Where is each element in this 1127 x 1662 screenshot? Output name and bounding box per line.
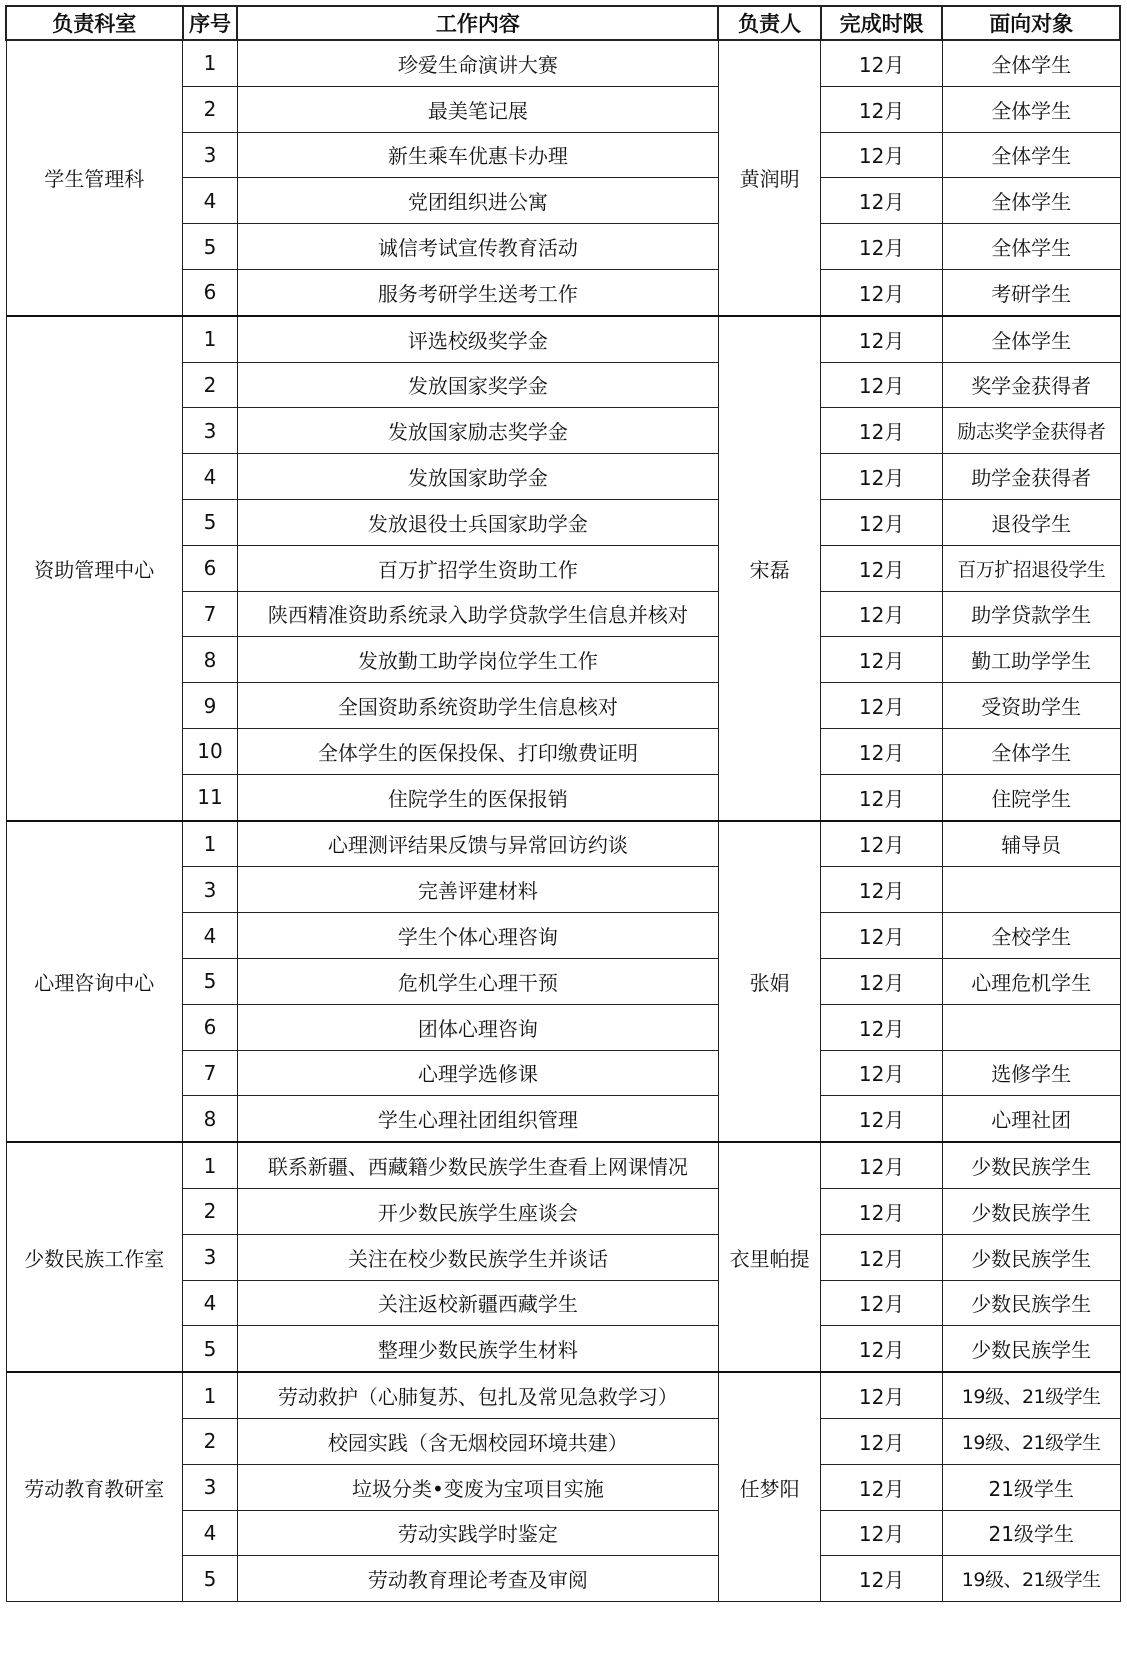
index-cell: 2	[183, 362, 238, 408]
index-cell: 10	[183, 728, 238, 774]
deadline-cell: 12月	[821, 454, 943, 500]
index-cell: 11	[183, 774, 238, 820]
audience-cell: 受资助学生	[942, 683, 1120, 729]
task-cell: 校园实践（含无烟校园环境共建）	[237, 1418, 718, 1464]
owner-cell: 衣里帕提	[718, 1142, 821, 1372]
deadline-cell: 12月	[821, 86, 943, 132]
audience-cell: 选修学生	[942, 1050, 1120, 1096]
index-cell: 5	[183, 958, 238, 1004]
task-cell: 新生乘车优惠卡办理	[237, 132, 718, 178]
deadline-cell: 12月	[821, 40, 943, 86]
deadline-cell: 12月	[821, 1234, 943, 1280]
index-cell: 5	[183, 1326, 238, 1372]
audience-cell: 全体学生	[942, 132, 1120, 178]
task-cell: 陕西精准资助系统录入助学贷款学生信息并核对	[237, 591, 718, 637]
audience-cell: 心理社团	[942, 1096, 1120, 1142]
table-body	[6, 40, 1120, 1602]
deadline-cell: 12月	[821, 637, 943, 683]
index-cell: 5	[183, 224, 238, 270]
deadline-cell: 12月	[821, 499, 943, 545]
audience-cell: 21级学生	[942, 1510, 1120, 1556]
deadline-cell: 12月	[821, 774, 943, 820]
index-cell: 7	[183, 591, 238, 637]
audience-cell: 少数民族学生	[942, 1188, 1120, 1234]
deadline-cell: 12月	[821, 1188, 943, 1234]
task-cell: 全体学生的医保投保、打印缴费证明	[237, 728, 718, 774]
deadline-cell: 12月	[821, 269, 943, 315]
deadline-cell: 12月	[821, 1326, 943, 1372]
deadline-cell: 12月	[821, 591, 943, 637]
deadline-cell: 12月	[821, 958, 943, 1004]
task-cell: 发放国家奖学金	[237, 362, 718, 408]
audience-cell: 励志奖学金获得者	[942, 408, 1120, 454]
index-cell: 3	[183, 867, 238, 913]
owner-cell: 张娟	[718, 821, 821, 1143]
index-cell: 1	[183, 821, 238, 867]
audience-cell: 少数民族学生	[942, 1326, 1120, 1372]
deadline-cell: 12月	[821, 316, 943, 362]
audience-cell: 全体学生	[942, 178, 1120, 224]
audience-cell: 21级学生	[942, 1464, 1120, 1510]
task-cell: 诚信考试宣传教育活动	[237, 224, 718, 270]
audience-cell: 全体学生	[942, 40, 1120, 86]
table-row	[6, 316, 1120, 362]
dept-cell: 劳动教育教研室	[6, 1372, 183, 1601]
task-cell: 发放国家励志奖学金	[237, 408, 718, 454]
index-cell: 4	[183, 1510, 238, 1556]
deadline-cell: 12月	[821, 1556, 943, 1602]
task-cell: 住院学生的医保报销	[237, 774, 718, 820]
header-row	[6, 6, 1120, 40]
header-owner: 负责人	[718, 6, 821, 40]
deadline-cell: 12月	[821, 1004, 943, 1050]
task-cell: 发放勤工助学岗位学生工作	[237, 637, 718, 683]
task-cell: 劳动救护（心肺复苏、包扎及常见急救学习）	[237, 1372, 718, 1418]
task-cell: 关注在校少数民族学生并谈话	[237, 1234, 718, 1280]
task-cell: 发放国家助学金	[237, 454, 718, 500]
deadline-cell: 12月	[821, 1510, 943, 1556]
task-cell: 党团组织进公寓	[237, 178, 718, 224]
audience-cell: 全体学生	[942, 316, 1120, 362]
index-cell: 8	[183, 1096, 238, 1142]
audience-cell: 少数民族学生	[942, 1142, 1120, 1188]
task-cell: 完善评建材料	[237, 867, 718, 913]
task-cell: 开少数民族学生座谈会	[237, 1188, 718, 1234]
index-cell: 3	[183, 1464, 238, 1510]
audience-cell: 百万扩招退役学生	[942, 545, 1120, 591]
deadline-cell: 12月	[821, 913, 943, 959]
dept-cell: 少数民族工作室	[6, 1142, 183, 1372]
index-cell: 1	[183, 1372, 238, 1418]
deadline-cell: 12月	[821, 362, 943, 408]
deadline-cell: 12月	[821, 867, 943, 913]
index-cell: 4	[183, 178, 238, 224]
audience-cell: 考研学生	[942, 269, 1120, 315]
index-cell: 5	[183, 499, 238, 545]
index-cell: 2	[183, 86, 238, 132]
index-cell: 2	[183, 1418, 238, 1464]
owner-cell: 黄润明	[718, 40, 821, 316]
task-cell: 心理测评结果反馈与异常回访约谈	[237, 821, 718, 867]
audience-cell	[942, 1004, 1120, 1050]
deadline-cell: 12月	[821, 1280, 943, 1326]
task-cell: 危机学生心理干预	[237, 958, 718, 1004]
audience-cell: 退役学生	[942, 499, 1120, 545]
header-dept: 负责科室	[6, 6, 183, 40]
index-cell: 4	[183, 913, 238, 959]
table-row	[6, 40, 1120, 86]
audience-cell: 19级、21级学生	[942, 1418, 1120, 1464]
audience-cell: 奖学金获得者	[942, 362, 1120, 408]
index-cell: 1	[183, 316, 238, 362]
task-cell: 联系新疆、西藏籍少数民族学生查看上网课情况	[237, 1142, 718, 1188]
task-cell: 全国资助系统资助学生信息核对	[237, 683, 718, 729]
deadline-cell: 12月	[821, 408, 943, 454]
task-cell: 团体心理咨询	[237, 1004, 718, 1050]
index-cell: 5	[183, 1556, 238, 1602]
index-cell: 1	[183, 1142, 238, 1188]
audience-cell: 助学贷款学生	[942, 591, 1120, 637]
audience-cell: 辅导员	[942, 821, 1120, 867]
deadline-cell: 12月	[821, 728, 943, 774]
audience-cell	[942, 867, 1120, 913]
dept-cell: 学生管理科	[6, 40, 183, 316]
task-cell: 学生个体心理咨询	[237, 913, 718, 959]
header-index: 序号	[183, 6, 238, 40]
index-cell: 1	[183, 40, 238, 86]
table-row	[6, 821, 1120, 867]
task-cell: 关注返校新疆西藏学生	[237, 1280, 718, 1326]
index-cell: 3	[183, 408, 238, 454]
audience-cell: 19级、21级学生	[942, 1556, 1120, 1602]
task-cell: 发放退役士兵国家助学金	[237, 499, 718, 545]
index-cell: 4	[183, 454, 238, 500]
header-audience: 面向对象	[942, 6, 1120, 40]
header-deadline: 完成时限	[821, 6, 943, 40]
deadline-cell: 12月	[821, 545, 943, 591]
index-cell: 6	[183, 1004, 238, 1050]
task-cell: 最美笔记展	[237, 86, 718, 132]
task-cell: 服务考研学生送考工作	[237, 269, 718, 315]
deadline-cell: 12月	[821, 1050, 943, 1096]
audience-cell: 全体学生	[942, 728, 1120, 774]
deadline-cell: 12月	[821, 1464, 943, 1510]
index-cell: 2	[183, 1188, 238, 1234]
audience-cell: 19级、21级学生	[942, 1372, 1120, 1418]
deadline-cell: 12月	[821, 1096, 943, 1142]
deadline-cell: 12月	[821, 132, 943, 178]
table-row	[6, 1142, 1120, 1188]
index-cell: 6	[183, 269, 238, 315]
index-cell: 8	[183, 637, 238, 683]
task-cell: 心理学选修课	[237, 1050, 718, 1096]
work-plan-table	[5, 5, 1121, 1602]
task-cell: 劳动实践学时鉴定	[237, 1510, 718, 1556]
deadline-cell: 12月	[821, 178, 943, 224]
owner-cell: 宋磊	[718, 316, 821, 821]
audience-cell: 心理危机学生	[942, 958, 1120, 1004]
deadline-cell: 12月	[821, 683, 943, 729]
index-cell: 4	[183, 1280, 238, 1326]
table-row	[6, 1372, 1120, 1418]
index-cell: 3	[183, 132, 238, 178]
audience-cell: 少数民族学生	[942, 1234, 1120, 1280]
task-cell: 垃圾分类•变废为宝项目实施	[237, 1464, 718, 1510]
task-cell: 珍爱生命演讲大赛	[237, 40, 718, 86]
audience-cell: 住院学生	[942, 774, 1120, 820]
index-cell: 9	[183, 683, 238, 729]
audience-cell: 全校学生	[942, 913, 1120, 959]
task-cell: 整理少数民族学生材料	[237, 1326, 718, 1372]
header-task: 工作内容	[237, 6, 718, 40]
dept-cell: 资助管理中心	[6, 316, 183, 821]
index-cell: 7	[183, 1050, 238, 1096]
audience-cell: 全体学生	[942, 224, 1120, 270]
audience-cell: 助学金获得者	[942, 454, 1120, 500]
owner-cell: 任梦阳	[718, 1372, 821, 1601]
task-cell: 学生心理社团组织管理	[237, 1096, 718, 1142]
task-cell: 评选校级奖学金	[237, 316, 718, 362]
audience-cell: 全体学生	[942, 86, 1120, 132]
audience-cell: 勤工助学学生	[942, 637, 1120, 683]
deadline-cell: 12月	[821, 821, 943, 867]
index-cell: 6	[183, 545, 238, 591]
deadline-cell: 12月	[821, 1372, 943, 1418]
deadline-cell: 12月	[821, 1142, 943, 1188]
dept-cell: 心理咨询中心	[6, 821, 183, 1143]
index-cell: 3	[183, 1234, 238, 1280]
audience-cell: 少数民族学生	[942, 1280, 1120, 1326]
deadline-cell: 12月	[821, 1418, 943, 1464]
deadline-cell: 12月	[821, 224, 943, 270]
task-cell: 劳动教育理论考查及审阅	[237, 1556, 718, 1602]
task-cell: 百万扩招学生资助工作	[237, 545, 718, 591]
